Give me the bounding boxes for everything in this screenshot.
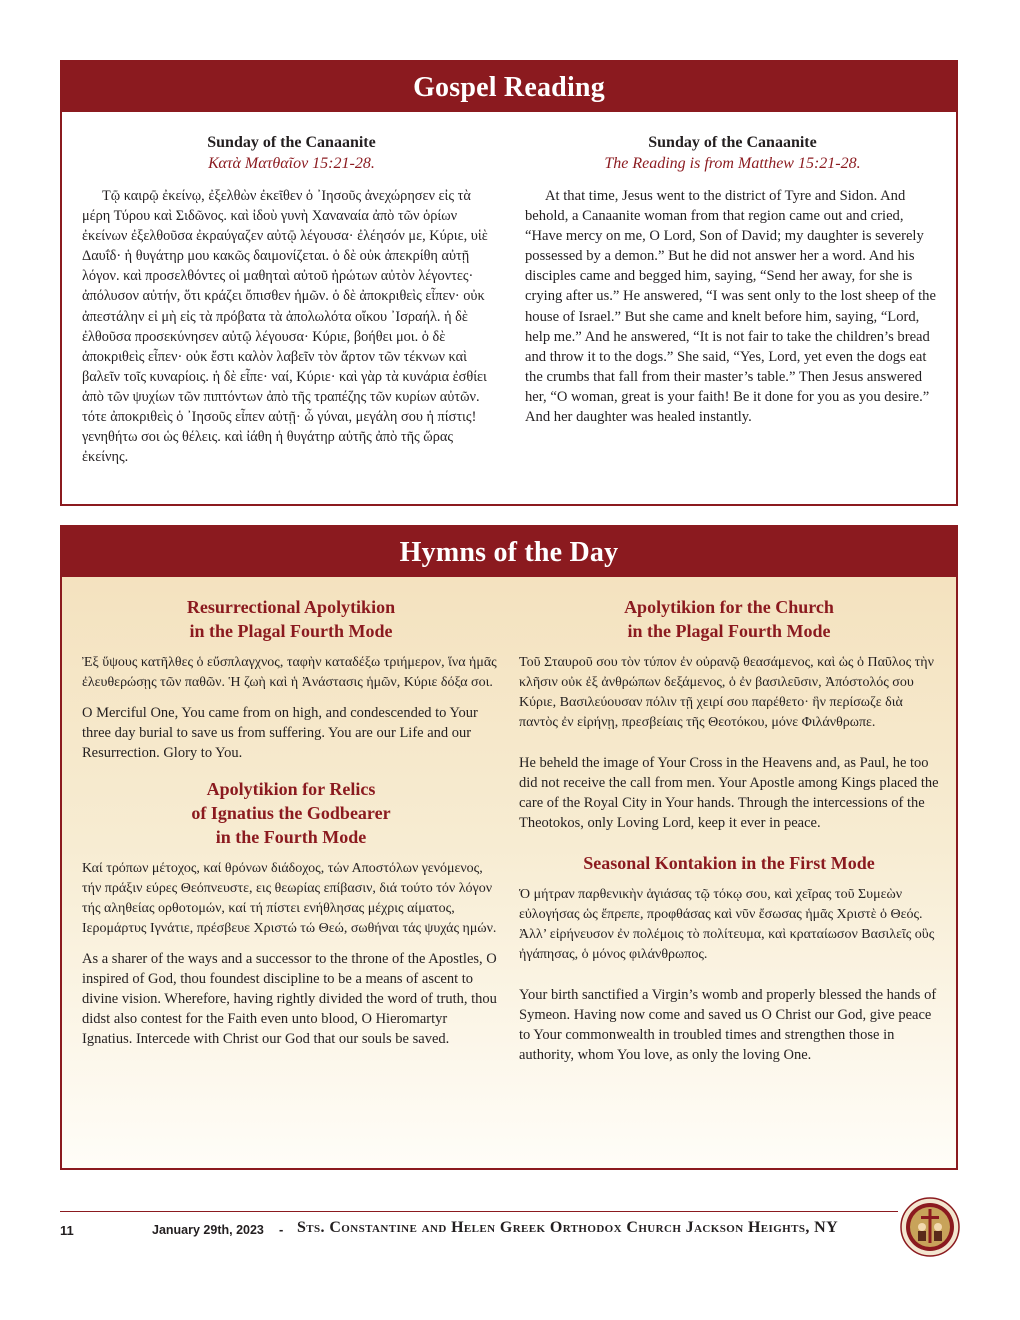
hymn-block xyxy=(82,777,500,1049)
hymn-greek-text: Ἐξ ὕψους κατῆλθες ὁ εὔσπλαγχνος, ταφὴν καταδέξω τριήμερον, ἵνα ἡμᾶς ἐλευθερώσῃς τῶν παθῶν. Ἡ ζωὴ καὶ ἡ Ἀνάστασις ἡμῶν, Κύριε δόξα σοι. xyxy=(82,655,497,690)
gospel-english-column xyxy=(525,132,940,427)
hymns-heading: Hymns of the Day xyxy=(62,527,956,577)
hymn-title-line: in the Plagal Fourth Mode xyxy=(189,621,393,641)
gospel-heading: Gospel Reading xyxy=(62,62,956,112)
page-number: 11 xyxy=(60,1223,74,1238)
gospel-greek-column xyxy=(82,132,501,467)
hymn-title-line: in the Plagal Fourth Mode xyxy=(627,621,831,641)
hymn-english-text: Your birth sanctified a Virgin’s womb and properly blessed the hands of Symeon. Having now come and saved us O Christ our God, give peace to Your commonwealth in troubled times and strengthen those in authority, whom You love, as only the loving One. xyxy=(519,987,937,1063)
gospel-greek-subtitle: Κατὰ Ματθαῖον 15:21-28. xyxy=(208,155,375,172)
gospel-english-text: At that time, Jesus went to the district of Tyre and Sidon. And behold, a Canaanite woman from that region came out and cried, “Have mercy on me, O Lord, Son of David; my daughter is severely possessed by a demon.” But he did not answer her a word. And his disciples came and begged him, saying, “Send her away, for she is crying after us.” He answered, “I was sent only to the lost sheep of the house of Israel.” But she came and knelt before him, saying, “Lord, help me.” And he answered, “It is not fair to take the children’s bread and throw it to the dogs.” She said, “Yes, Lord, yet even the dogs eat the crumbs that fall from their master’s table.” Then Jesus answered her, “O woman, great is your faith! Be it done for you as you desire.” And her daughter was healed instantly. xyxy=(525,188,936,426)
gospel-english-subtitle: The Reading is from Matthew 15:21-28. xyxy=(604,155,861,172)
hymn-english-text: He beheld the image of Your Cross in the Heavens and, as Paul, he too did not receive the call from men. Your Apostle among Kings placed the care of the Royal City in Your hands. Through the intercessions of the Theotokos, only Loving Lord, keep it ever in peace. xyxy=(519,755,939,831)
hymn-block xyxy=(82,595,500,763)
hymn-greek-text: Καί τρόπων μέτοχος, καί θρόνων διάδοχος, τών Αποστόλων γενόμενος, τήν πράξιν εύρες Θεόπνευστε, εις θεωρίας επίβασιν, διά τούτο τόν λόγον τής αληθείας ορθοτομών, καί τή πίστει ενήθλησας μέχρις αίματος, Ιερομάρτυς Ιγνάτιε, πρέσβευε Χριστώ τώ Θεώ, σωθήναι τάς ψυχάς ημών. xyxy=(82,861,497,936)
gospel-english-title: Sunday of the Canaanite xyxy=(648,134,817,151)
hymn-title-line: Apolytikion for Relics xyxy=(206,779,376,799)
hymn-title-line: Resurrectional Apolytikion xyxy=(186,597,396,617)
hymns-left-column xyxy=(82,595,500,1059)
hymn-title-line: Seasonal Kontakion in the First Mode xyxy=(583,853,875,873)
footer-church-name: Sts. Constantine and Helen Greek Orthodox Church Jackson Heights, NY xyxy=(297,1219,839,1236)
hymn-english-text: As a sharer of the ways and a successor to the throne of the Apostles, O inspired of God, thou foundest discipline to be a means of ascent to divine vision. Wherefore, having rightly divided the word of truth, thou didst also contest for the Faith even unto blood, O Hieromartyr Ignatius. Intercede with Christ our God that our souls be saved. xyxy=(82,951,497,1047)
hymns-right-column xyxy=(519,595,939,1075)
hymn-title xyxy=(82,595,500,643)
hymn-title-line: Apolytikion for the Church xyxy=(624,597,834,617)
hymn-title-line: in the Fourth Mode xyxy=(215,827,367,847)
footer-separator: - xyxy=(279,1222,284,1237)
gospel-reading-section xyxy=(60,60,958,506)
hymn-block xyxy=(519,595,939,833)
hymn-block xyxy=(519,851,939,1065)
hymn-english-text: O Merciful One, You came from on high, and condescended to Your three day burial to save us from suffering. You are our Life and our Resurrection. Glory to You. xyxy=(82,705,478,761)
footer-date: January 29th, 2023 xyxy=(152,1223,264,1237)
gospel-greek-title: Sunday of the Canaanite xyxy=(207,134,376,151)
hymn-title xyxy=(519,851,939,875)
hymn-greek-text: Ὁ μήτραν παρθενικὴν ἁγιάσας τῷ τόκῳ σου, καὶ χεῖρας τοῦ Συμεὼν εὐλογήσας ὡς ἔπρεπε, προφθάσας καὶ νῦν ἔσωσας ἡμᾶς Χριστὲ ὁ Θεός. Ἀλλ’ εἰρήνευσον ἐν πολέμοις τὸ πολίτευμα, καὶ κραταίωσον Βασιλεῖς οὓς ἠγάπησας, ὁ μόνος φιλάνθρωπος. xyxy=(519,887,935,962)
hymns-body xyxy=(62,577,956,1168)
gospel-greek-text: Τῷ καιρῷ ἐκείνῳ, ἐξελθὼν ἐκεῖθεν ὁ ᾿Ιησοῦς ἀνεχώρησεν εἰς τὰ μέρη Τύρου καὶ Σιδῶνος. καὶ ἰδοὺ γυνὴ Χαναναία ἀπὸ τῶν ὁρίων ἐκείνων ἐξελθοῦσα ἐκραύγαζεν αὐτῷ λέγουσα· ἐλέησόν με, Κύριε, υἱὲ Δαυΐδ· ἡ θυγάτηρ μου κακῶς δαιμονίζεται. ὁ δὲ οὐκ ἀπεκρίθη αὐτῇ λόγον. καὶ προσελθόντες οἱ μαθηταὶ αὐτοῦ ἠρώτων αὐτὸν λέγοντες· ἀπόλυσον αὐτήν, ὅτι κράζει ὄπισθεν ἡμῶν. ὁ δὲ ἀποκριθεὶς εἶπεν· οὐκ ἀπεστάλην εἰ μὴ εἰς τὰ πρόβατα τὰ ἀπολωλότα οἴκου ᾿Ισραήλ. ἡ δὲ ἐλθοῦσα προσεκύνησεν αὐτῷ λέγουσα· Κύριε, βοήθει μοι. ὁ δὲ ἀποκριθεὶς εἶπεν· οὐκ ἔστι καλὸν λαβεῖν τὸν ἄρτον τῶν τέκνων καὶ βαλεῖν τοῖς κυναρίοις. ἡ δὲ εἶπε· ναί, Κύριε· καὶ γὰρ τὰ κυνάρια ἐσθίει ἀπὸ τῶν ψυχίων τῶν πιπτόντων ἀπὸ τῆς τραπέζης τῶν κυρίων αὐτῶν. τότε ἀποκριθεὶς ὁ ᾿Ιησοῦς εἶπεν αὐτῇ· ὦ γύναι, μεγάλη σου ἡ πίστις! γενηθήτω σοι ὡς θέλεις. καὶ ἰάθη ἡ θυγάτηρ αὐτῆς ἀπὸ τῆς ὥρας ἐκείνης. xyxy=(82,188,488,466)
hymn-title xyxy=(82,777,500,849)
hymn-greek-text: Τοῦ Σταυροῦ σου τὸν τύπον ἐν οὐρανῷ θεασάμενος, καὶ ὡς ὁ Παῦλος τὴν κλῆσιν οὐκ ἐξ ἀνθρώπων δεξάμενος, ὁ ἐν βασιλεῦσιν, Ἀπόστολός σου Κύριε, Βασιλεύουσαν πόλιν τῇ χειρί σου παρέθετο· ἣν περίσωζε διὰ παντὸς ἐν εἰρήνῃ, πρεσβείαις τῆς Θεοτόκου, μόνε Φιλάνθρωπε. xyxy=(519,655,934,730)
hymn-title xyxy=(519,595,939,643)
church-seal-icon xyxy=(900,1197,960,1257)
hymns-section xyxy=(60,525,958,1170)
hymn-title-line: of Ignatius the Godbearer xyxy=(191,803,391,823)
footer-divider xyxy=(60,1211,898,1212)
